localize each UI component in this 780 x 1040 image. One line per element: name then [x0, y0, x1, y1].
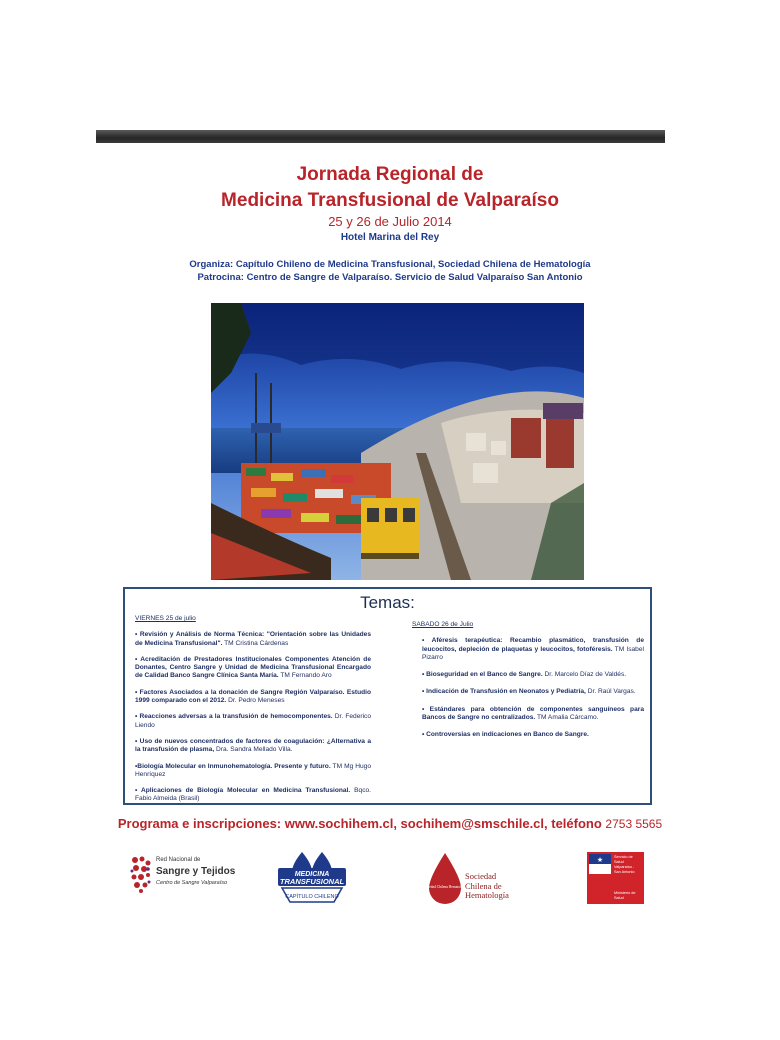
event-venue: Hotel Marina del Rey	[340, 232, 440, 243]
red-nacional-line2: Sangre y Tejidos	[156, 866, 236, 877]
red-nacional-sangre-logo	[130, 853, 240, 899]
saturday-column	[412, 621, 644, 749]
friday-column	[135, 615, 371, 812]
svg-text:San Antonio: San Antonio	[614, 870, 635, 874]
friday-item: • Reacciones adversas a la transfusión de hemocomponentes. Dr. Federico Liendo	[135, 713, 371, 729]
friday-item: • Acreditación de Prestadores Institucionales Componentes Atención de Donantes, Centro Sangre y Unidad de Medicina Transfusional Encargado de Calidad Banco Sangre Clínica Santa María. TM Fernando Aro	[135, 655, 371, 680]
svg-text:Servicio de: Servicio de	[614, 855, 633, 859]
sochihem-name: Sociedad Chilena de Hematología	[465, 871, 509, 900]
sochihem-drop-text: Sociedad Chilena Hematología	[422, 885, 468, 889]
svg-text:Salud: Salud	[614, 860, 624, 864]
event-title-line2: Medicina Transfusional de Valparaíso	[221, 190, 559, 211]
medicina-top-text: MEDICINA	[294, 871, 330, 878]
friday-item: • Uso de nuevos concentrados de factores de coagulación: ¿Alternativa a la transfusión de plasma, Dra. Sandra Mellado Villa.	[135, 737, 371, 754]
friday-heading: VIERNES 25 de julio	[135, 615, 196, 622]
sochihem-logo	[422, 852, 532, 906]
saturday-item: • Controversias en indicaciones en Banco de Sangre.	[422, 731, 589, 739]
svg-text:Salud: Salud	[614, 896, 624, 900]
saturday-item: • Aféresis terapéutica: Recambio plasmático, transfusión de leucocitos, depleción de plaquetas y leucocitos, fotoféresis. TM Isabel Pizarro	[422, 637, 644, 661]
topics-box	[123, 587, 652, 805]
svg-text:★: ★	[596, 856, 604, 864]
sponsor-line: Patrocina: Centro de Sangre de Valparaíso. Servicio de Salud Valparaíso San Antonio	[197, 272, 583, 283]
organizer-line: Organiza: Capítulo Chileno de Medicina Transfusional, Sociedad Chilena de Hematología	[189, 259, 591, 270]
friday-item: • Aplicaciones de Biología Molecular en Medicina Transfusional. Bqco. Fabio Almeida (Brasil)	[135, 787, 371, 803]
friday-item: •Biología Molecular en Inmunohematología. Presente y futuro. TM Mg Hugo Henríquez	[135, 762, 371, 778]
valparaiso-harbor-photo	[211, 303, 584, 580]
registration-info	[0, 816, 780, 831]
friday-item: • Revisión y Análisis de Norma Técnica: "Orientación sobre las Unidades de Medicina Transfusional". TM Cristina Cárdenas	[135, 631, 371, 647]
event-date: 25 y 26 de Julio 2014	[328, 214, 452, 229]
capitulo-text: CAPÍTULO CHILENO	[285, 894, 339, 900]
red-nacional-line1: Red Nacional de	[156, 857, 201, 863]
saturday-item: • Bioseguridad en el Banco de Sangre. Dr. Marcelo Díaz de Valdés.	[422, 671, 627, 679]
registration-text: Programa e inscripciones: www.sochihem.cl, sochihem@smschile.cl, teléfono	[117, 816, 602, 831]
blood-drop-icon	[422, 852, 468, 906]
medicina-bottom-text: TRANSFUSIONAL	[279, 877, 345, 886]
saturday-item: • Estándares para obtención de componentes sanguíneos para Bancos de Sangre no centralizados. TM Amalia Cárcamo.	[422, 705, 644, 722]
medicina-transfusional-logo	[276, 850, 348, 906]
svg-text:Ministerio de: Ministerio de	[614, 891, 636, 895]
event-title-line1: Jornada Regional de	[296, 164, 484, 185]
saturday-heading: SABADO 26 de Julio	[412, 621, 474, 628]
top-divider-bar	[96, 130, 665, 143]
servicio-salud-logo	[587, 852, 644, 904]
registration-phone: 2753 5565	[605, 817, 663, 831]
saturday-item: • Indicación de Transfusión en Neonatos y Pediatría, Dr. Raúl Vargas.	[422, 688, 636, 696]
blood-drops-icon	[130, 855, 152, 893]
red-nacional-line3: Centro de Sangre Valparaíso	[156, 880, 228, 886]
svg-text:Valparaíso -: Valparaíso -	[614, 865, 635, 869]
friday-item: • Factores Asociados a la donación de Sangre Región Valparaíso. Estudio 1999 comparado con el 2012. Dr. Pedro Meneses	[135, 688, 371, 705]
topics-title: Temas:	[360, 593, 415, 612]
